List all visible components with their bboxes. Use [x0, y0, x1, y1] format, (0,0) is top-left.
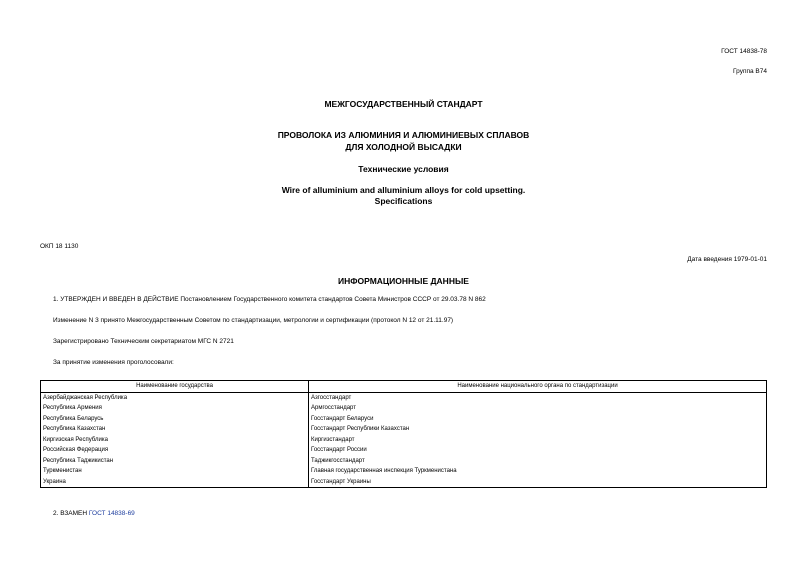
state-name: Азербайджанская Республика [41, 392, 309, 403]
table-row [41, 435, 767, 446]
document-title-line-2: ДЛЯ ХОЛОДНОЙ ВЫСАДКИ [345, 142, 462, 152]
standards-body-name: Армгосстандарт [309, 403, 767, 414]
standards-body-name: Азгосстандарт [309, 392, 767, 403]
table-row [41, 477, 767, 488]
replaced-standard-link[interactable]: ГОСТ 14838-69 [88, 510, 135, 517]
state-name: Республика Казахстан [41, 424, 309, 435]
state-name: Киргизская Республика [41, 435, 309, 446]
standards-body-name: Таджикгосстандарт [309, 456, 767, 467]
table-header-row [41, 381, 767, 393]
approval-paragraph: 1. УТВЕРЖДЕН И ВВЕДЕН В ДЕЙСТВИЕ Постановлением Государственного комитета стандартов Совета Министров СССР от 29.03.78 N 862 [53, 296, 486, 303]
voting-paragraph: За принятие изменения проголосовали: [53, 359, 174, 366]
state-name: Республика Армения [41, 403, 309, 414]
english-title-line-2: Specifications [374, 196, 433, 206]
table-row [41, 414, 767, 425]
replaced-prefix: 2. ВЗАМЕН [53, 510, 89, 517]
state-name: Республика Беларусь [41, 414, 309, 425]
document-group: Группа В74 [733, 68, 767, 75]
voting-states-table [40, 380, 767, 488]
state-name: Республика Таджикистан [41, 456, 309, 467]
table-row [41, 445, 767, 456]
state-name: Украина [41, 477, 309, 488]
state-name: Туркменистан [41, 466, 309, 477]
okp-code: ОКП 18 1130 [40, 243, 79, 250]
standard-type: МЕЖГОСУДАРСТВЕННЫЙ СТАНДАРТ [324, 99, 483, 109]
standards-body-name: Госстандарт Беларуси [309, 414, 767, 425]
column-header-state: Наименование государства [41, 381, 309, 393]
column-header-standards-body: Наименование национального органа по стандартизации [309, 381, 767, 393]
english-title-line-1: Wire of alluminium and alluminium alloys for cold upsetting. [281, 185, 526, 195]
table-row [41, 466, 767, 477]
info-heading: ИНФОРМАЦИОННЫЕ ДАННЫЕ [338, 276, 469, 286]
registration-paragraph: Зарегистрировано Техническим секретариатом МГС N 2721 [53, 338, 234, 345]
standards-body-name: Госстандарт России [309, 445, 767, 456]
table-row [41, 403, 767, 414]
standards-body-name: Главная государственная инспекция Туркменистана [309, 466, 767, 477]
document-title-line-1: ПРОВОЛОКА ИЗ АЛЮМИНИЯ И АЛЮМИНИЕВЫХ СПЛАВОВ [277, 130, 530, 140]
replaced-standard-line [53, 510, 135, 517]
document-code: ГОСТ 14838-78 [721, 48, 767, 55]
table-row [41, 424, 767, 435]
standards-body-name: Киргизстандарт [309, 435, 767, 446]
standards-body-name: Госстандарт Республики Казахстан [309, 424, 767, 435]
document-subtitle: Технические условия [358, 164, 449, 174]
amendment-paragraph: Изменение N 3 принято Межгосударственным Советом по стандартизации, метрологии и сертификации (протокол N 12 от 21.11.97) [53, 317, 454, 324]
table-row [41, 392, 767, 403]
introduction-date: Дата введения 1979-01-01 [687, 256, 767, 263]
standards-body-name: Госстандарт Украины [309, 477, 767, 488]
table-row [41, 456, 767, 467]
state-name: Российская Федерация [41, 445, 309, 456]
